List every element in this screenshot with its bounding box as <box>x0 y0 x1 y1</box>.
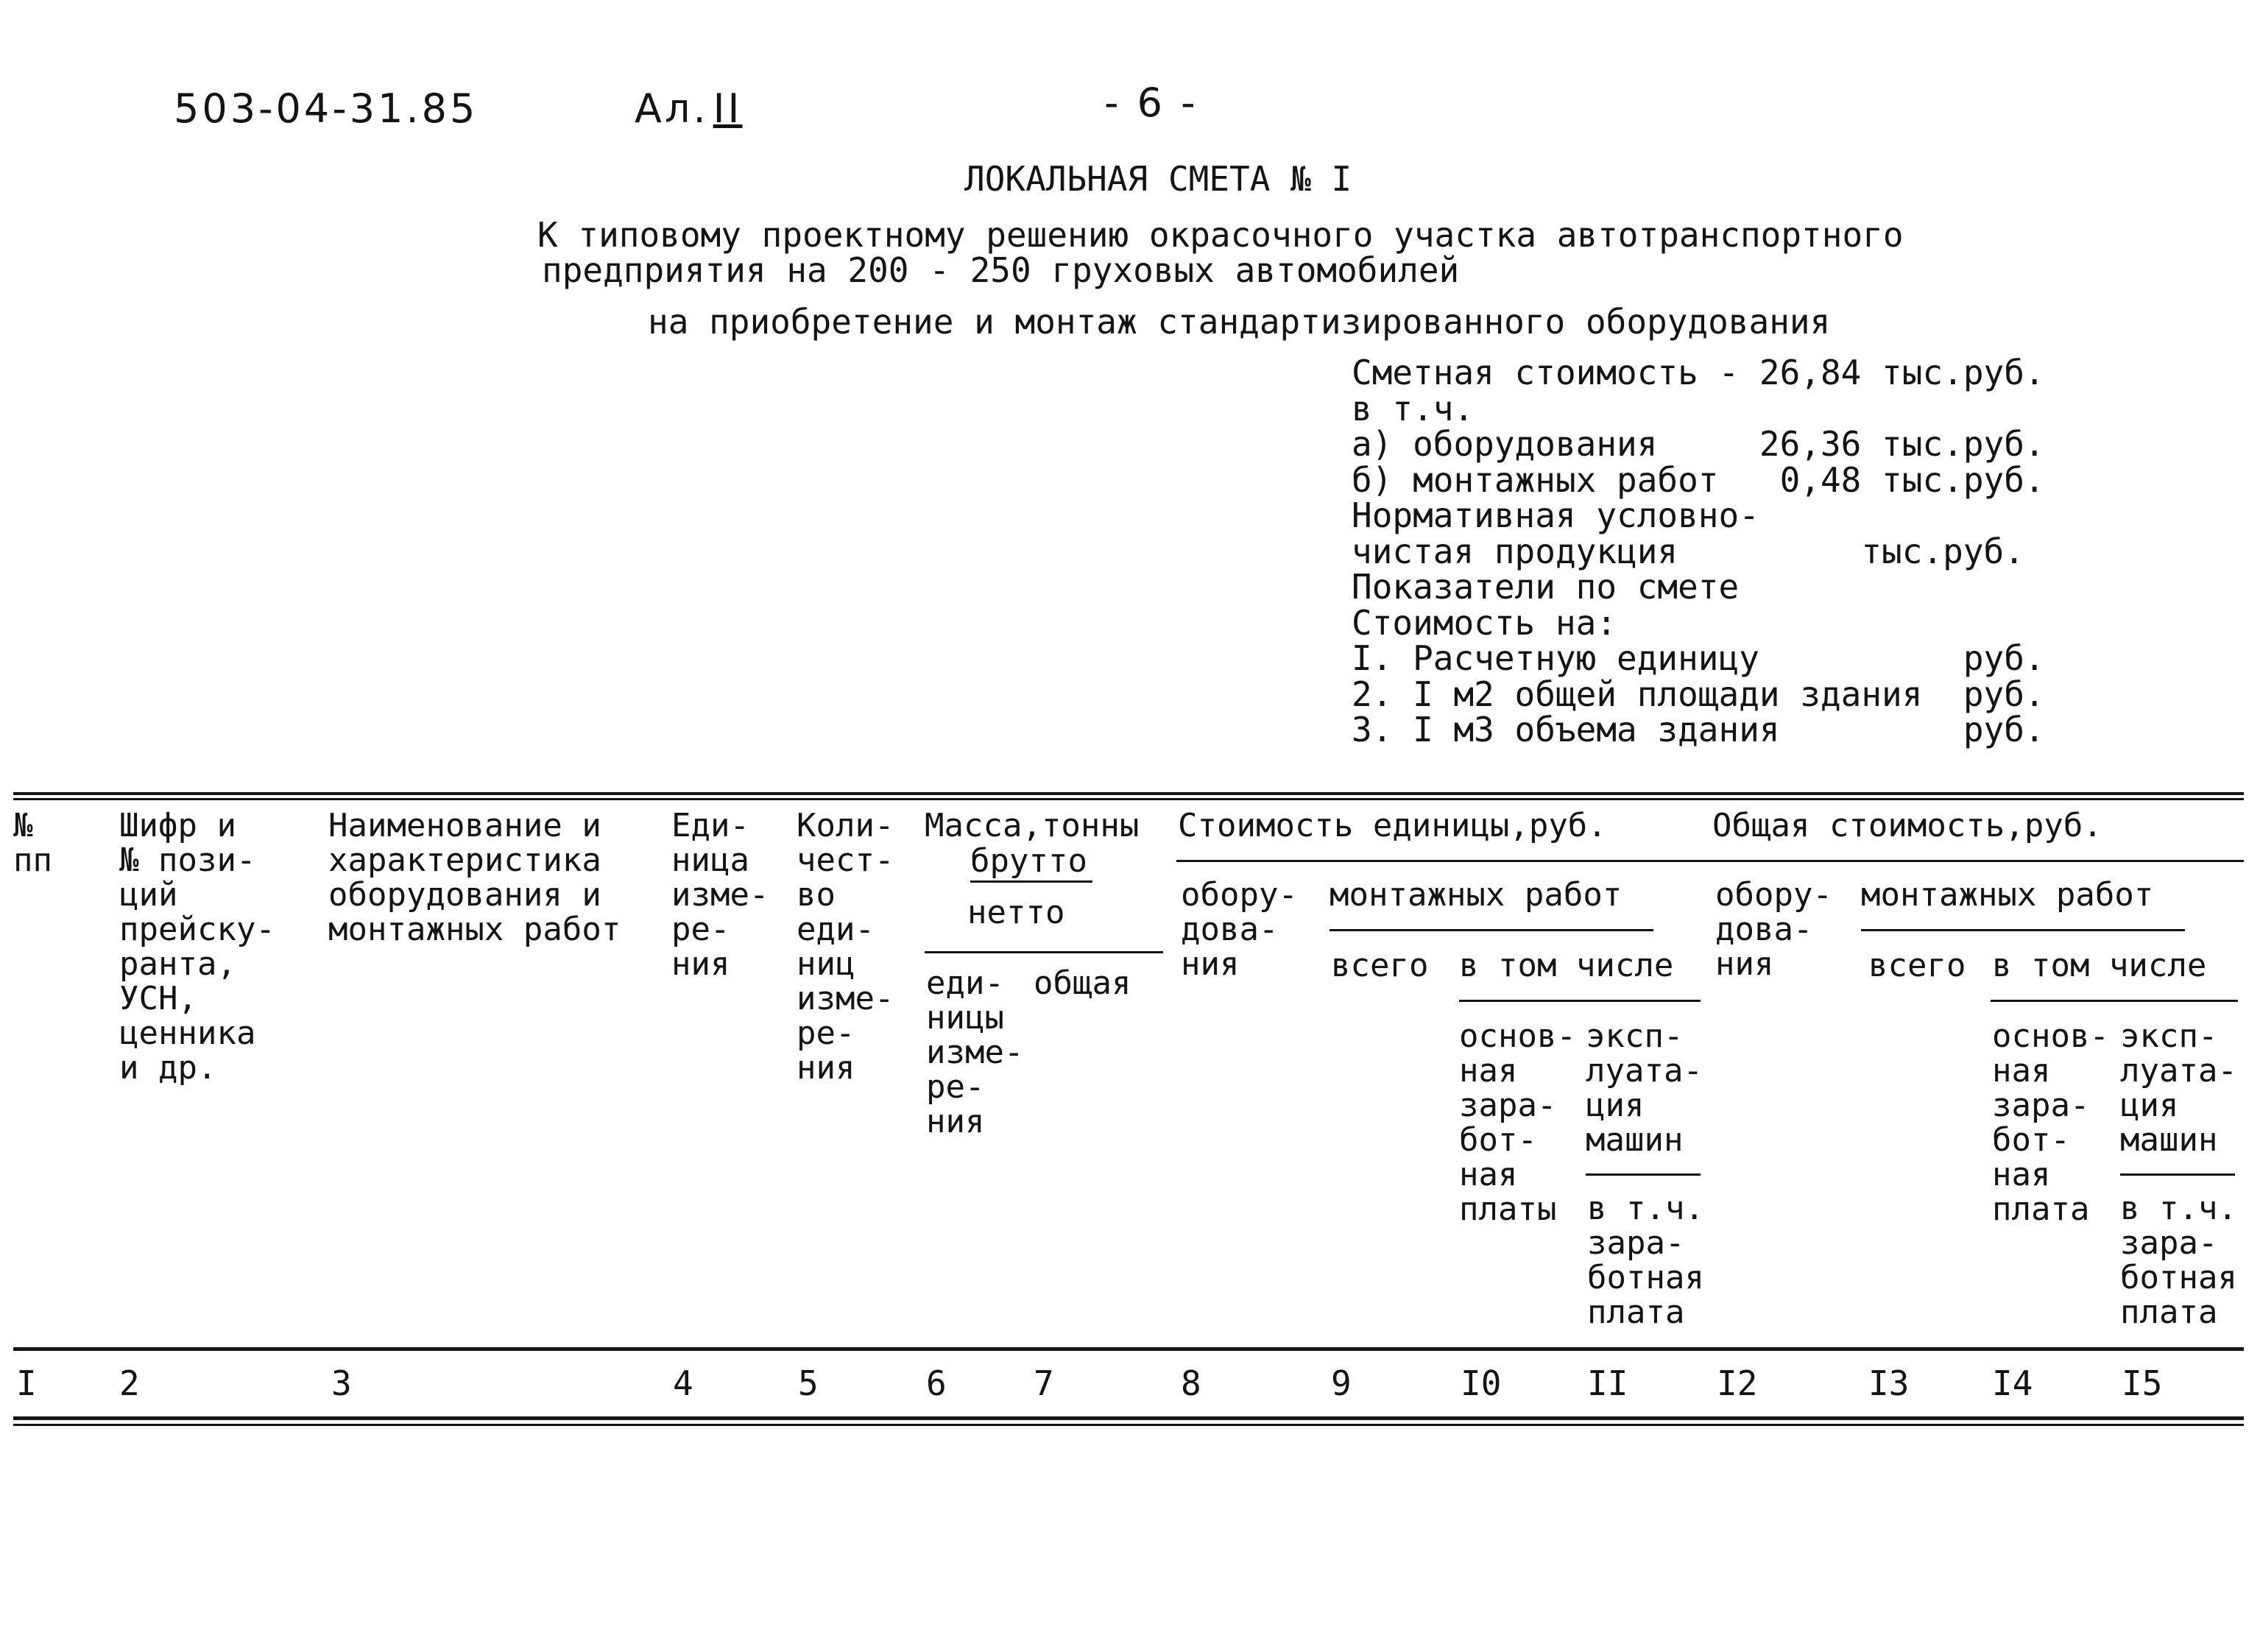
col-header-mass: Масса,тонны <box>925 807 1140 844</box>
col-header-code: Шифр и № пози- ций прейску- ранта, УСН, ценника и др. <box>119 807 275 1087</box>
unit-incl-divider <box>1459 1000 1701 1002</box>
col-number-7: 7 <box>1034 1363 1054 1403</box>
col-number-12: I2 <box>1717 1363 1758 1403</box>
sheet-number: II <box>713 85 743 132</box>
summary-per-m3: 3. I м3 объема здания руб. <box>1352 710 2045 749</box>
summary-mounting: б) монтажных работ 0,48 тыс.руб. <box>1352 459 2045 500</box>
col-header-name: Наименование и характеристика оборудования и монтажных работ <box>328 807 621 948</box>
col-header-pp: № пп <box>13 807 52 879</box>
subtitle-line-3: на приобретение и монтаж стандартизированного оборудования <box>648 302 1831 342</box>
document-code: 503-04-31.85 <box>174 85 479 132</box>
estimate-title: ЛОКАЛЬНАЯ СМЕТА № I <box>964 159 1352 199</box>
numbers-bottom-rule-double <box>13 1424 2244 1426</box>
col-number-13: I3 <box>1868 1363 1910 1403</box>
table-top-rule-double <box>13 798 2244 800</box>
col-header-mass-total: общая <box>1034 964 1131 1002</box>
col-header-netto: нетто <box>967 894 1065 931</box>
summary-per-unit: I. Расчетную единицу руб. <box>1352 638 2045 678</box>
summary-including: в т.ч. <box>1352 388 1475 428</box>
col-header-total-incl: в том числе <box>1992 947 2207 984</box>
col-header-total-total: всего <box>1868 947 1966 984</box>
col-header-unit-machine-exp: эксп- луата- ция машин <box>1586 1017 1703 1159</box>
col-header-unit-machine-wage: в т.ч. зара- ботная плата <box>1587 1190 1704 1331</box>
sheet-prefix: Ал. <box>635 85 709 132</box>
col-header-total-machine-exp: эксп- луата- ция машин <box>2120 1017 2237 1159</box>
numbers-bottom-rule <box>13 1416 2244 1420</box>
col-header-total-machine-wage: в т.ч. зара- ботная плата <box>2120 1190 2237 1331</box>
total-mount-divider <box>1861 929 2185 931</box>
col-number-9: 9 <box>1331 1363 1352 1403</box>
brutto-underline <box>970 880 1092 883</box>
cost-group-divider <box>1176 860 2244 862</box>
subtitle-line-2: предприятия на 200 - 250 груховых автомобилей <box>542 250 1460 290</box>
total-incl-divider <box>1991 1000 2238 1002</box>
col-number-8: 8 <box>1181 1363 1201 1403</box>
cost-summary <box>1352 355 2045 748</box>
summary-equipment: а) оборудования 26,36 тыс.руб. <box>1352 424 2045 464</box>
sheet-label <box>635 85 742 132</box>
summary-per-m2: 2. I м2 общей площади здания руб. <box>1352 674 2045 714</box>
col-number-6: 6 <box>926 1363 947 1403</box>
col-header-unit-incl: в том числе <box>1459 947 1674 984</box>
col-header-unit-basic-wage: основ- ная зара- бот- ная платы <box>1459 1017 1576 1228</box>
summary-indicators: Показатели по смете <box>1352 567 1740 607</box>
col-number-1: I <box>16 1363 37 1403</box>
col-header-unit: Еди- ница изме- ре- ния <box>671 807 769 983</box>
col-header-unit-total: всего <box>1331 947 1429 984</box>
page-number: - 6 - <box>1104 80 1198 126</box>
subtitle-line-1: К типовому проектному решению окрасочного участка автотранспортного <box>537 215 1904 255</box>
unit-exp-divider <box>1586 1173 1701 1176</box>
col-header-unit-equipment: обору- дова- ния <box>1181 876 1298 983</box>
col-number-4: 4 <box>673 1363 693 1403</box>
col-header-total-basic-wage: основ- ная зара- бот- ная плата <box>1992 1017 2109 1228</box>
col-number-14: I4 <box>1992 1363 2033 1403</box>
summary-estimated-cost: Сметная стоимость - 26,84 тыс.руб. <box>1352 353 2045 392</box>
mass-divider <box>925 951 1163 953</box>
col-number-5: 5 <box>798 1363 819 1403</box>
col-number-10: I0 <box>1461 1363 1502 1403</box>
col-header-total-mounting: монтажных работ <box>1861 876 2154 914</box>
header-bottom-rule <box>13 1347 2244 1351</box>
col-number-15: I5 <box>2122 1363 2163 1403</box>
col-header-mass-unit: еди- ницы изме- ре- ния <box>926 964 1024 1140</box>
table-top-rule <box>13 792 2244 795</box>
col-header-unit-mounting: монтажных работ <box>1329 876 1622 914</box>
summary-normative-1: Нормативная условно- <box>1352 495 1759 535</box>
col-header-total-equipment: обору- дова- ния <box>1715 876 1832 983</box>
summary-normative-2: чистая продукция тыс.руб. <box>1352 531 2024 571</box>
col-number-3: 3 <box>331 1363 352 1403</box>
total-exp-divider <box>2120 1173 2235 1176</box>
col-number-11: II <box>1587 1363 1628 1403</box>
col-header-total-cost: Общая стоимость,руб. <box>1712 807 2102 844</box>
col-header-brutto: брутто <box>970 842 1087 880</box>
col-header-quantity: Коли- чест- во еди- ниц изме- ре- ния <box>797 807 894 1087</box>
col-number-2: 2 <box>119 1363 140 1403</box>
summary-cost-per: Стоимость на: <box>1352 602 1617 643</box>
col-header-unit-cost: Стоимость единицы,руб. <box>1178 807 1607 844</box>
unit-mount-divider <box>1329 929 1653 931</box>
